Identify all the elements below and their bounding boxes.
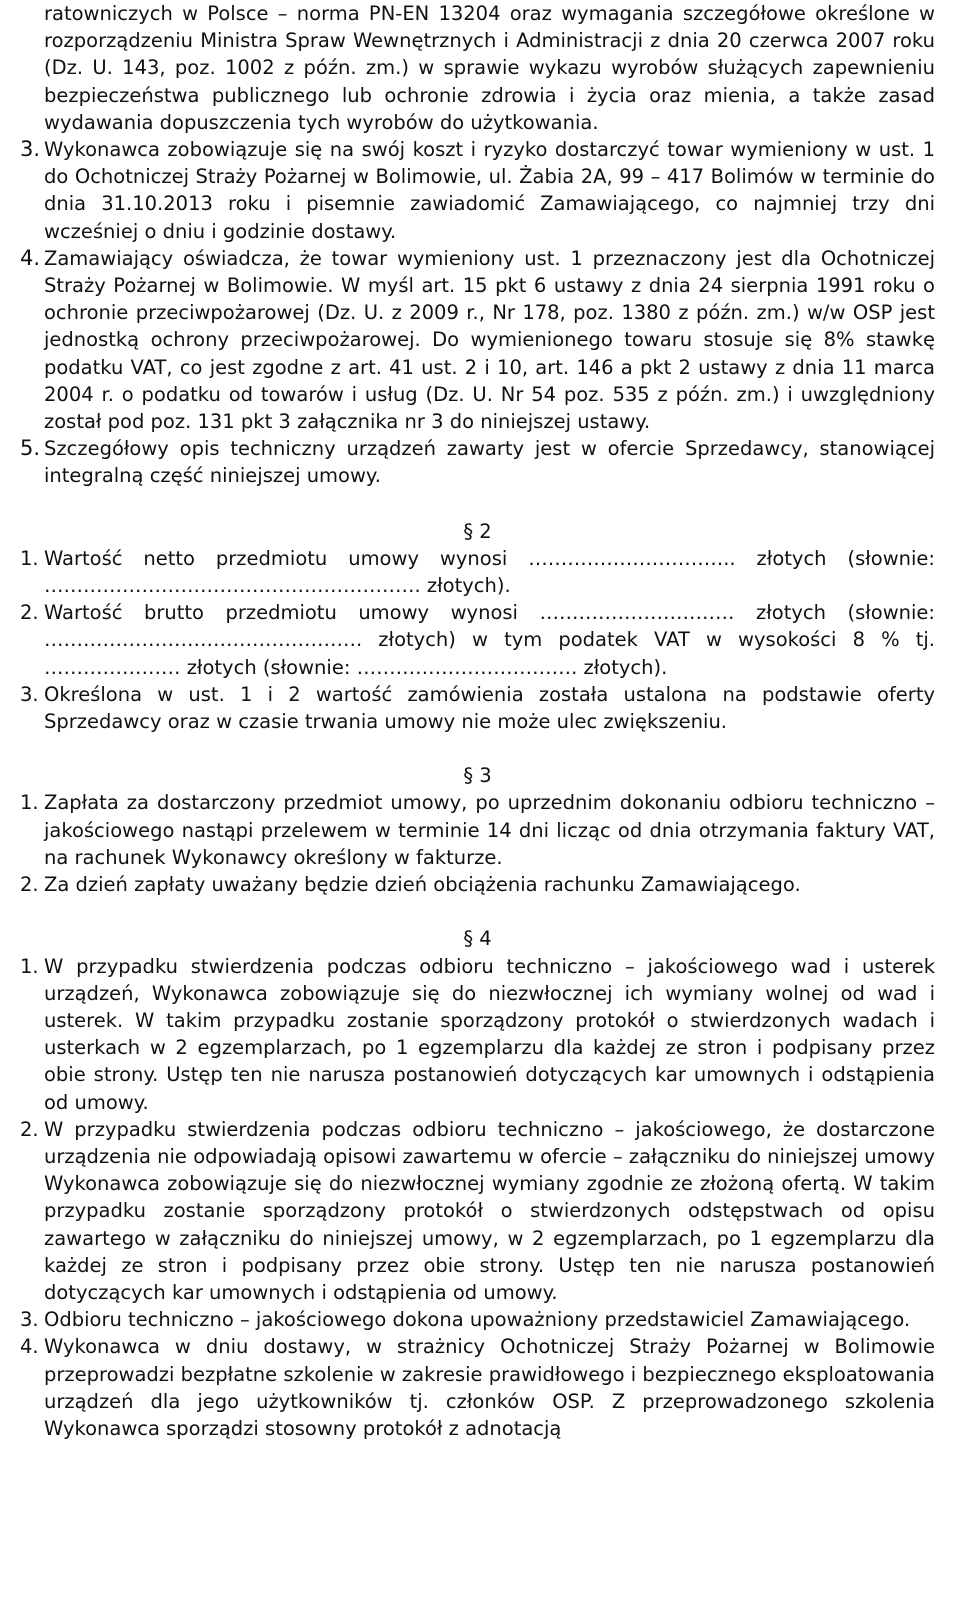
item-text: Określona w ust. 1 i 2 wartość zamówienia została ustalona na podstawie oferty Sprzedawcy oraz w czasie trwania umowy nie może ulec zwiększeniu. [44, 682, 935, 734]
section-4-list [20, 953, 935, 1443]
document-page [20, 0, 935, 1442]
section-1-list [20, 136, 935, 490]
list-item [20, 599, 935, 681]
item-number: 4. [20, 245, 41, 270]
item-number: 1. [20, 954, 39, 978]
item-text: Wartość brutto przedmiotu umowy wynosi ………………………… złotych (słownie: …………………………………………. złotych) w tym podatek VAT w wysokości 8 % tj. ………………… złotych (słownie: ……………………………. złotych). [44, 601, 935, 679]
item-text: Wykonawca w dniu dostawy, w strażnicy Ochotniczej Straży Pożarnej w Bolimowie przeprowadzi bezpłatne szkolenie w zakresie prawidłowego i bezpiecznego eksploatowania urządzeń dla jego użytkowników tj. członków OSP. Z przeprowadzonego szkolenia Wykonawca sporządzi stosowny protokół z adnotacją [44, 1335, 935, 1440]
list-item [20, 1306, 935, 1333]
item-number: 3. [20, 1308, 39, 1332]
item-text: Zapłata za dostarczony przedmiot umowy, po uprzednim dokonaniu odbioru techniczno – jakościowego nastąpi przelewem w terminie 14 dni licząc od dnia otrzymania faktury VAT, na rachunek Wykonawcy określony w fakturze. [44, 791, 935, 869]
item-number: 3. [20, 137, 41, 162]
list-item [20, 245, 935, 435]
item-number: 4. [20, 1335, 39, 1359]
intro-paragraph: ratowniczych w Polsce – norma PN-EN 13204 oraz wymagania szczegółowe określone w rozporządzeniu Ministra Spraw Wewnętrznych i Administracji z dnia 20 czerwca 2007 roku (Dz. U. 143, poz. 1002 z późn. zm.) w sprawie wykazu wyrobów służących zapewnieniu bezpieczeństwa publicznego lub ochronie zdrowia i życia oraz mienia, a także zasad wydawania dopuszczenia tych wyrobów do użytkowania. [44, 2, 935, 134]
list-item [20, 545, 935, 599]
item-number: 2. [20, 873, 39, 897]
list-item [20, 1333, 935, 1442]
item-text: Wartość netto przedmiotu umowy wynosi ………………………….. złotych (słownie: …………………………………………………. złotych). [44, 546, 935, 598]
item-text: Szczegółowy opis techniczny urządzeń zawarty jest w ofercie Sprzedawcy, stanowiącej integralną część niniejszej umowy. [44, 437, 935, 488]
item-number: 2. [20, 601, 39, 625]
section-heading-4: § 4 [463, 927, 492, 951]
section-2-list [20, 545, 935, 735]
list-item [20, 789, 935, 871]
item-text: Za dzień zapłaty uważany będzie dzień obciążenia rachunku Zamawiającego. [44, 873, 801, 897]
item-text: W przypadku stwierdzenia podczas odbioru techniczno – jakościowego wad i usterek urządzeń, Wykonawca zobowiązuje się do niezwłocznej ich wymiany wolnej od wad i usterek. W takim przypadku zostanie sporządzony protokół o stwierdzonych wadach i usterkach w 2 egzemplarzach, po 1 egzemplarzu dla każdej ze stron i podpisany przez obie strony. Ustęp ten nie narusza postanowień dotyczących kar umownych i odstąpienia od umowy. [44, 954, 935, 1114]
list-item [20, 1116, 935, 1306]
list-item [20, 435, 935, 489]
item-number: 5. [20, 436, 41, 461]
item-number: 1. [20, 546, 39, 570]
item-text: W przypadku stwierdzenia podczas odbioru techniczno – jakościowego, że dostarczone urządzenia nie odpowiadają opisowi zawartemu w ofercie – załączniku do niniejszej umowy Wykonawca zobowiązuje się do niezwłocznej wymiany zgodnie ze złożoną ofertą. W takim przypadku zostanie sporządzony protokół o stwierdzonych odstępstwach od opisu zawartego w załączniku do niniejszej umowy, w 2 egzemplarzach, po 1 egzemplarzu dla każdej ze stron i podpisany przez obie strony. Ustęp ten nie narusza postanowień dotyczących kar umownych i odstąpienia od umowy. [44, 1117, 935, 1304]
item-number: 2. [20, 1117, 39, 1141]
item-number: 1. [20, 791, 39, 815]
list-item [20, 136, 935, 245]
section-heading-3: § 3 [463, 764, 492, 788]
section-3-list [20, 789, 935, 898]
section-heading-2: § 2 [463, 519, 492, 543]
item-text: Odbioru techniczno – jakościowego dokona upoważniony przedstawiciel Zamawiającego. [44, 1308, 911, 1332]
list-item [20, 871, 935, 898]
item-number: 3. [20, 682, 39, 706]
list-item [20, 953, 935, 1116]
item-text: Zamawiający oświadcza, że towar wymieniony ust. 1 przeznaczony jest dla Ochotniczej Straży Pożarnej w Bolimowie. W myśl art. 15 pkt 6 ustawy z dnia 24 sierpnia 1991 roku o ochronie przeciwpożarowej (Dz. U. z 2009 r., Nr 178, poz. 1380 z późn. zm.) w/w OSP jest jednostką ochrony przeciwpożarowej. Do wymienionego towaru stosuje się 8% stawkę podatku VAT, co jest zgodne z art. 41 ust. 2 i 10, art. 146 a pkt 2 ustawy z dnia 11 marca 2004 r. o podatku od towarów i usług (Dz. U. Nr 54 poz. 535 z późn. zm.) i uwzględniony został pod poz. 131 pkt 3 załącznika nr 3 do niniejszej ustawy. [44, 246, 935, 434]
item-text: Wykonawca zobowiązuje się na swój koszt i ryzyko dostarczyć towar wymieniony w ust. 1 do Ochotniczej Straży Pożarnej w Bolimowie, ul. Żabia 2A, 99 – 417 Bolimów w terminie do dnia 31.10.2013 roku i pisemnie zawiadomić Zamawiającego, co najmniej trzy dni wcześniej o dniu i godzinie dostawy. [44, 138, 935, 243]
list-item [20, 681, 935, 735]
